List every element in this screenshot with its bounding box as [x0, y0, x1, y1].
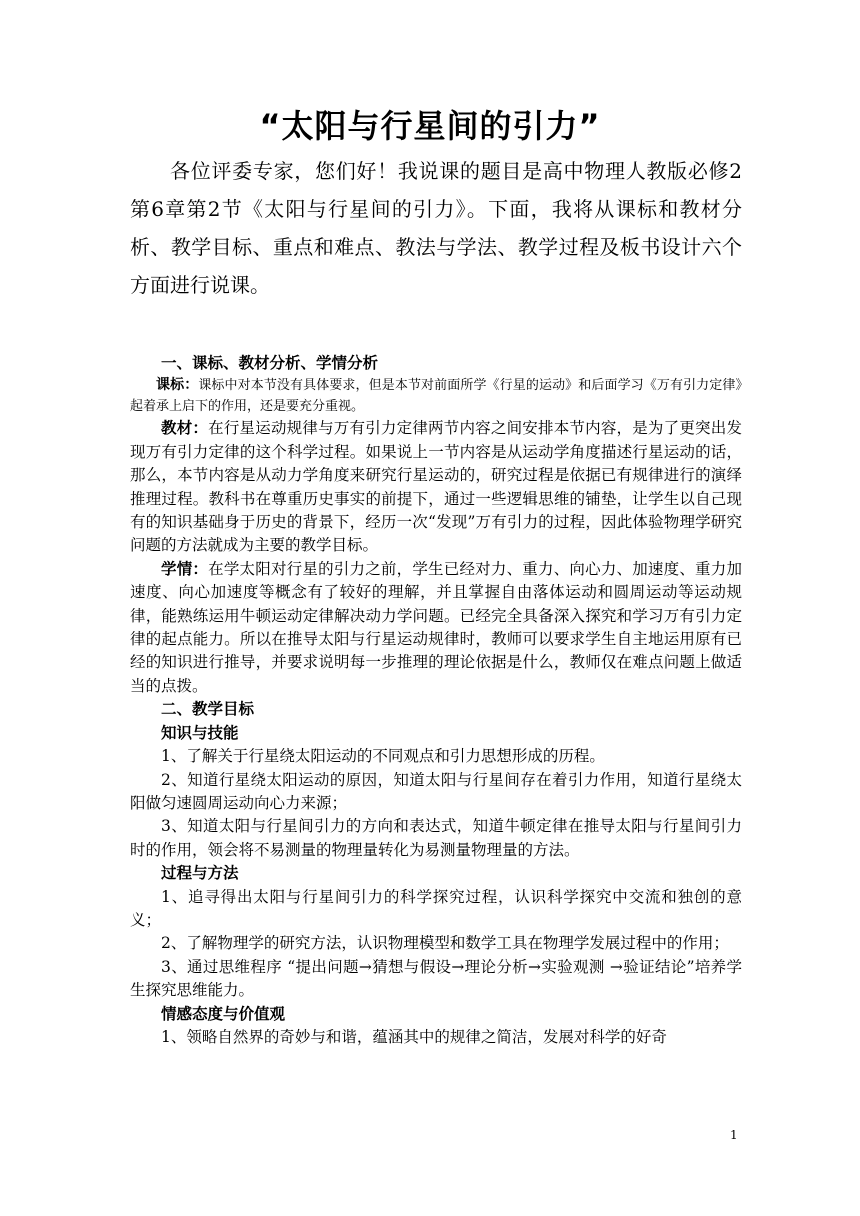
subheading-knowledge: 知识与技能 [161, 723, 239, 742]
intro-text: 各位评委专家，您们好！我说课的题目是高中物理人教版必修2第6章第2节《太阳与行星间的引力》。下面，我将从课标和教材分析、教学目标、重点和难点、教法与学法、教学过程及板书设计六个方面进行说课。 [130, 159, 742, 297]
subheading-process: 过程与方法 [161, 864, 239, 883]
list-item: 3、通过思维程序 “提出问题→猜想与假设→理论分析→实验观测 →验证结论”培养学生探究思维能力。 [130, 957, 742, 1000]
xueqing-paragraph [130, 558, 742, 698]
jiaocai-label: 教材： [161, 419, 209, 438]
document-body [130, 352, 742, 1049]
subheading-attitude: 情感态度与价值观 [161, 1004, 286, 1023]
list-item: 1、领略自然界的奇妙与和谐，蕴涵其中的规律之简洁，发展对科学的好奇 [161, 1027, 667, 1046]
list-item: 1、追寻得出太阳与行星间引力的科学探究过程，认识科学探究中交流和独创的意义； [130, 887, 742, 929]
intro-paragraph [130, 152, 742, 304]
jiaocai-paragraph [130, 417, 742, 557]
kebiao-label: 课标： [156, 377, 199, 394]
section2-heading: 二、教学目标 [161, 700, 255, 719]
section1-heading: 一、课标、教材分析、学情分析 [161, 354, 379, 372]
xueqing-text: 在学太阳对行星的引力之前，学生已经对力、重力、向心力、加速度、重力加速度、向心加速度等概念有了较好的理解，并且掌握自由落体运动和圆周运动等运动规律，能熟练运用牛顿运动定律解决动力学问题。已经完全具备深入探究和学习万有引力定律的起点能力。所以在推导太阳与行星运动规律时，教师可以要求学生自主地运用原有已经的知识进行推导，并要求说明每一步推理的理论依据是什么，教师仅在难点问题上做适当的点拨。 [130, 559, 742, 695]
list-item: 2、知道行星绕太阳运动的原因，知道太阳与行星间存在着引力作用，知道行星绕太阳做匀速圆周运动向心力来源； [130, 770, 742, 812]
list-item: 3、知道太阳与行星间引力的方向和表达式，知道牛顿定律在推导太阳与行星间引力时的作用，领会将不易测量的物理量转化为易测量物理量的方法。 [130, 817, 742, 859]
kebiao-text: 课标中对本节没有具体要求，但是本节对前面所学《行星的运动》和后面学习《万有引力定律》起着承上启下的作用，还是要充分重视。 [130, 378, 742, 415]
list-item: 2、了解物理学的研究方法，认识物理模型和数学工具在物理学发展过程中的作用； [161, 934, 729, 953]
xueqing-label: 学情： [161, 559, 209, 578]
list-item: 1、了解关于行星绕太阳运动的不同观点和引力思想形成的历程。 [161, 747, 605, 766]
kebiao-paragraph [130, 375, 742, 417]
page-number: 1 [730, 1128, 738, 1142]
jiaocai-text: 在行星运动规律与万有引力定律两节内容之间安排本节内容，是为了更突出发现万有引力定律的这个科学过程。如果说上一节内容是从运动学角度描述行星运动的话，那么，本节内容是从动力学角度来研究行星运动的，研究过程是依据已有规律进行的演绎推理过程。教科书在尊重历史事实的前提下，通过一些逻辑思维的铺垫，让学生以自己现有的知识基础身于历史的背景下，经历一次“发现”万有引力的过程，因此体验物理学研究问题的方法就成为主要的教学目标。 [130, 419, 742, 555]
document-title: “太阳与行星间的引力” [259, 107, 601, 145]
